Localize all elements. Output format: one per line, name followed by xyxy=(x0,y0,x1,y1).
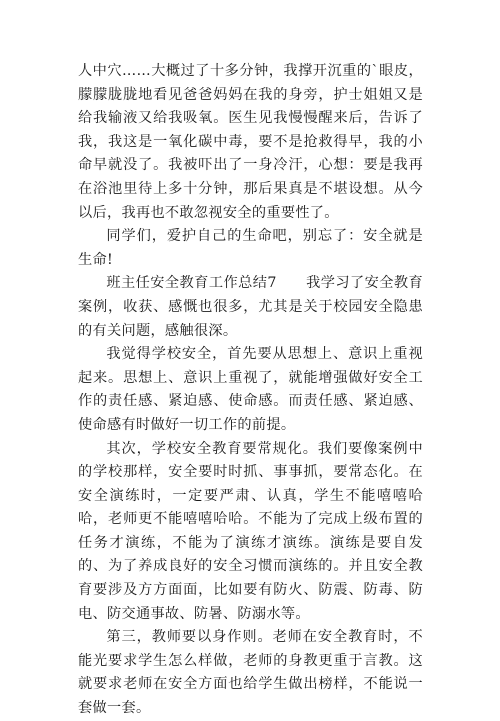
body-text xyxy=(78,60,423,721)
paragraph-1: 人中穴……大概过了十多分钟，我撑开沉重的`眼皮，朦朦胧胧地看见爸爸妈妈在我的身旁，护士姐姐又是给我输液又给我吸氧。医生见我慢慢醒来后，告诉了我，我这是一氧化碳中毒，要不是抢救得早，我的小命早就没了。我被吓出了一身冷汗，心想：要是我再在浴池里待上多十分钟，那后果真是不堪设想。从今以后，我再也不敢忽视安全的重要性了。 xyxy=(78,63,423,221)
paragraph-3: 班主任安全教育工作总结7 我学习了安全教育案例，收获、感慨也很多，尤其是关于校园安全隐患的有关问题，感触很深。 xyxy=(78,275,423,339)
paragraph-4: 我觉得学校安全，首先要从思想上、意识上重视起来。思想上、意识上重视了，就能增强做好安全工作的责任感、紧迫感、使命感。而责任感、紧迫感、使命感有时做好一切工作的前提。 xyxy=(78,346,423,433)
paragraph-6: 第三，教师要以身作则。老师在安全教育时，不能光要求学生怎么样做，老师的身教更重于言教。这就要求老师在安全方面也给学生做出榜样，不能说一套做一套。 xyxy=(78,629,423,717)
paragraph-2: 同学们，爱护自己的生命吧，别忘了：安全就是生命! xyxy=(78,228,423,268)
paragraph-5: 其次，学校安全教育要常规化。我们要像案例中的学校那样，安全要时时抓、事事抓，要常态化。在安全演练时，一定要严肃、认真，学生不能嘻嘻哈哈，老师更不能嘻嘻哈哈。不能为了完成上级布置的任务才演练，不能为了演练才演练。演练是要自发的、为了养成良好的安全习惯而演练的。并且安全教育要涉及方方面面，比如要有防火、防震、防毒、防电、防交通事故、防暑、防溺水等。 xyxy=(78,440,423,622)
